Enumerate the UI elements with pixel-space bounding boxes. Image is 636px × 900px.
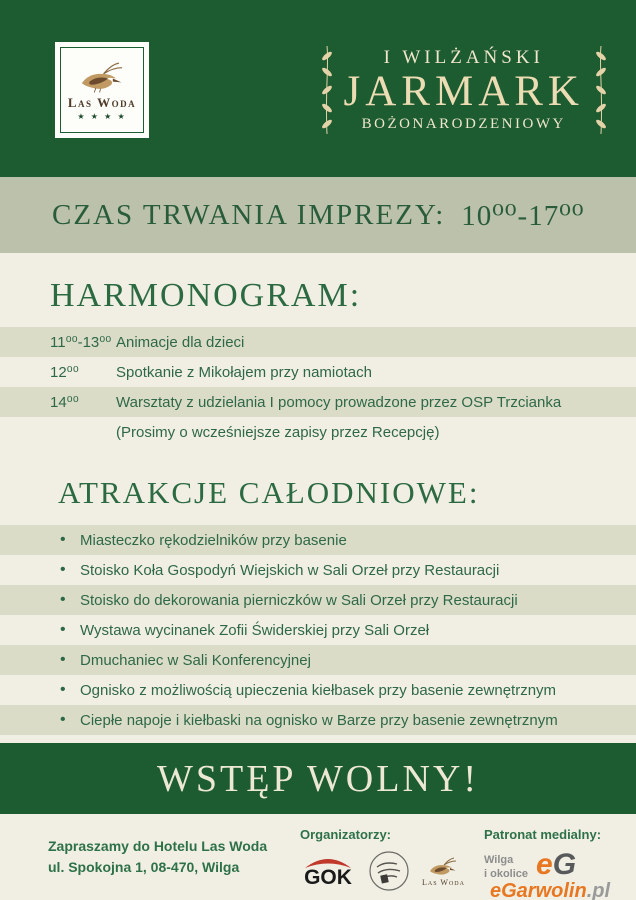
hotel-logo-stars: ★ ★ ★ ★	[77, 111, 127, 121]
bullet-icon	[60, 651, 80, 669]
floral-ornament-right-icon	[592, 44, 610, 136]
egarwolin-logo	[536, 848, 577, 881]
organizers-label: Organizatorzy:	[300, 827, 392, 842]
schedule-row	[0, 387, 636, 417]
hotel-logo-name: Las Woda	[67, 94, 137, 110]
hotel-logo-frame	[60, 47, 144, 133]
schedule-heading: HARMONOGRAM:	[50, 277, 362, 314]
bullet-icon	[60, 621, 80, 639]
schedule-row	[0, 327, 636, 357]
attractions-heading: ATRAKCJE CAŁODNIOWE:	[58, 475, 480, 510]
duration-time: 10⁰⁰-17⁰⁰	[461, 199, 585, 232]
bird-icon	[76, 60, 128, 94]
attraction-item	[0, 525, 636, 555]
wilga-logo-line2: i okolice	[484, 867, 529, 880]
attraction-item	[0, 645, 636, 675]
hotel-address-line: ul. Spokojna 1, 08-470, Wilga	[48, 859, 240, 875]
schedule-text: Warsztaty z udzielania I pomocy prowadzone przez OSP Trzcianka	[116, 393, 562, 411]
las-woda-footer-logo	[422, 856, 465, 887]
bullet-icon	[60, 681, 80, 699]
gok-logo-icon	[300, 851, 356, 891]
hotel-invitation-line: Zapraszamy do Hotelu Las Woda	[48, 838, 268, 854]
egarwolin-site-name: eGarwolin.pl	[490, 879, 611, 900]
attraction-text: Miasteczko rękodzielników przy basenie	[80, 531, 347, 549]
attraction-text: Wystawa wycinanek Zofii Świderskiej przy Sali Orzeł	[80, 621, 430, 639]
attraction-item	[0, 585, 636, 615]
event-title-line3: BOŻONARODZENIOWY	[361, 115, 566, 132]
media-patronage-label: Patronat medialny:	[484, 827, 602, 842]
schedule-text: (Prosimy o wcześniejsze zapisy przez Recepcję)	[116, 423, 440, 441]
floral-ornament-left-icon	[318, 44, 336, 136]
schedule-time: 14⁰⁰	[50, 394, 79, 411]
footer	[0, 814, 636, 900]
association-stamp-logo-icon	[367, 849, 411, 893]
schedule-row	[0, 417, 636, 447]
free-entry-band	[0, 743, 636, 814]
header	[0, 0, 636, 177]
bird-icon	[426, 856, 460, 878]
organizers-block	[300, 827, 465, 893]
attraction-text: Dmuchaniec w Sali Konferencyjnej	[80, 651, 311, 669]
wilga-i-okolice-logo	[484, 851, 528, 882]
bullet-icon	[60, 591, 80, 609]
attraction-text: Ognisko z możliwością upieczenia kiełbasek przy basenie zewnętrznym	[80, 681, 557, 699]
las-woda-footer-name: Las Woda	[422, 877, 465, 887]
media-partners	[484, 848, 610, 882]
attraction-text: Ciepłe napoje i kiełbaski na ognisko w Barze przy basenie zewnętrznym	[80, 711, 558, 729]
schedule-row	[0, 357, 636, 387]
event-title-line2: JARMARK	[343, 68, 584, 116]
duration-label: CZAS TRWANIA IMPREZY:	[52, 198, 446, 231]
attraction-item	[0, 615, 636, 645]
attraction-text: Stoisko Koła Gospodyń Wiejskich w Sali Orzeł przy Restauracji	[80, 561, 500, 579]
gok-logo-text: GOK	[304, 866, 352, 889]
hotel-logo	[55, 42, 149, 138]
schedule-time: 12⁰⁰	[50, 364, 79, 381]
free-entry-text: WSTĘP WOLNY!	[156, 757, 480, 800]
egarwolin-logo-g: G	[552, 848, 577, 881]
event-title	[318, 44, 611, 136]
organizer-logos	[300, 849, 465, 893]
schedule-text: Animacje dla dzieci	[116, 333, 245, 351]
event-title-text	[344, 47, 585, 132]
hotel-address	[48, 836, 267, 878]
attraction-item	[0, 705, 636, 735]
media-patronage-block	[484, 827, 610, 900]
egarwolin-logo-e: e	[536, 848, 553, 881]
bullet-icon	[60, 531, 80, 549]
duration-band	[0, 177, 636, 253]
wilga-logo-line1: Wilga	[484, 854, 514, 866]
bullet-icon	[60, 711, 80, 729]
schedule-text: Spotkanie z Mikołajem przy namiotach	[116, 363, 372, 381]
attraction-item	[0, 555, 636, 585]
attraction-text: Stoisko do dekorowania pierniczków w Sali Orzeł przy Restauracji	[80, 591, 518, 609]
attraction-item	[0, 675, 636, 705]
content	[0, 253, 636, 735]
event-title-line1: I WILŻAŃSKI	[383, 47, 544, 69]
bullet-icon	[60, 561, 80, 579]
schedule-time: 11⁰⁰-13⁰⁰	[50, 334, 112, 351]
